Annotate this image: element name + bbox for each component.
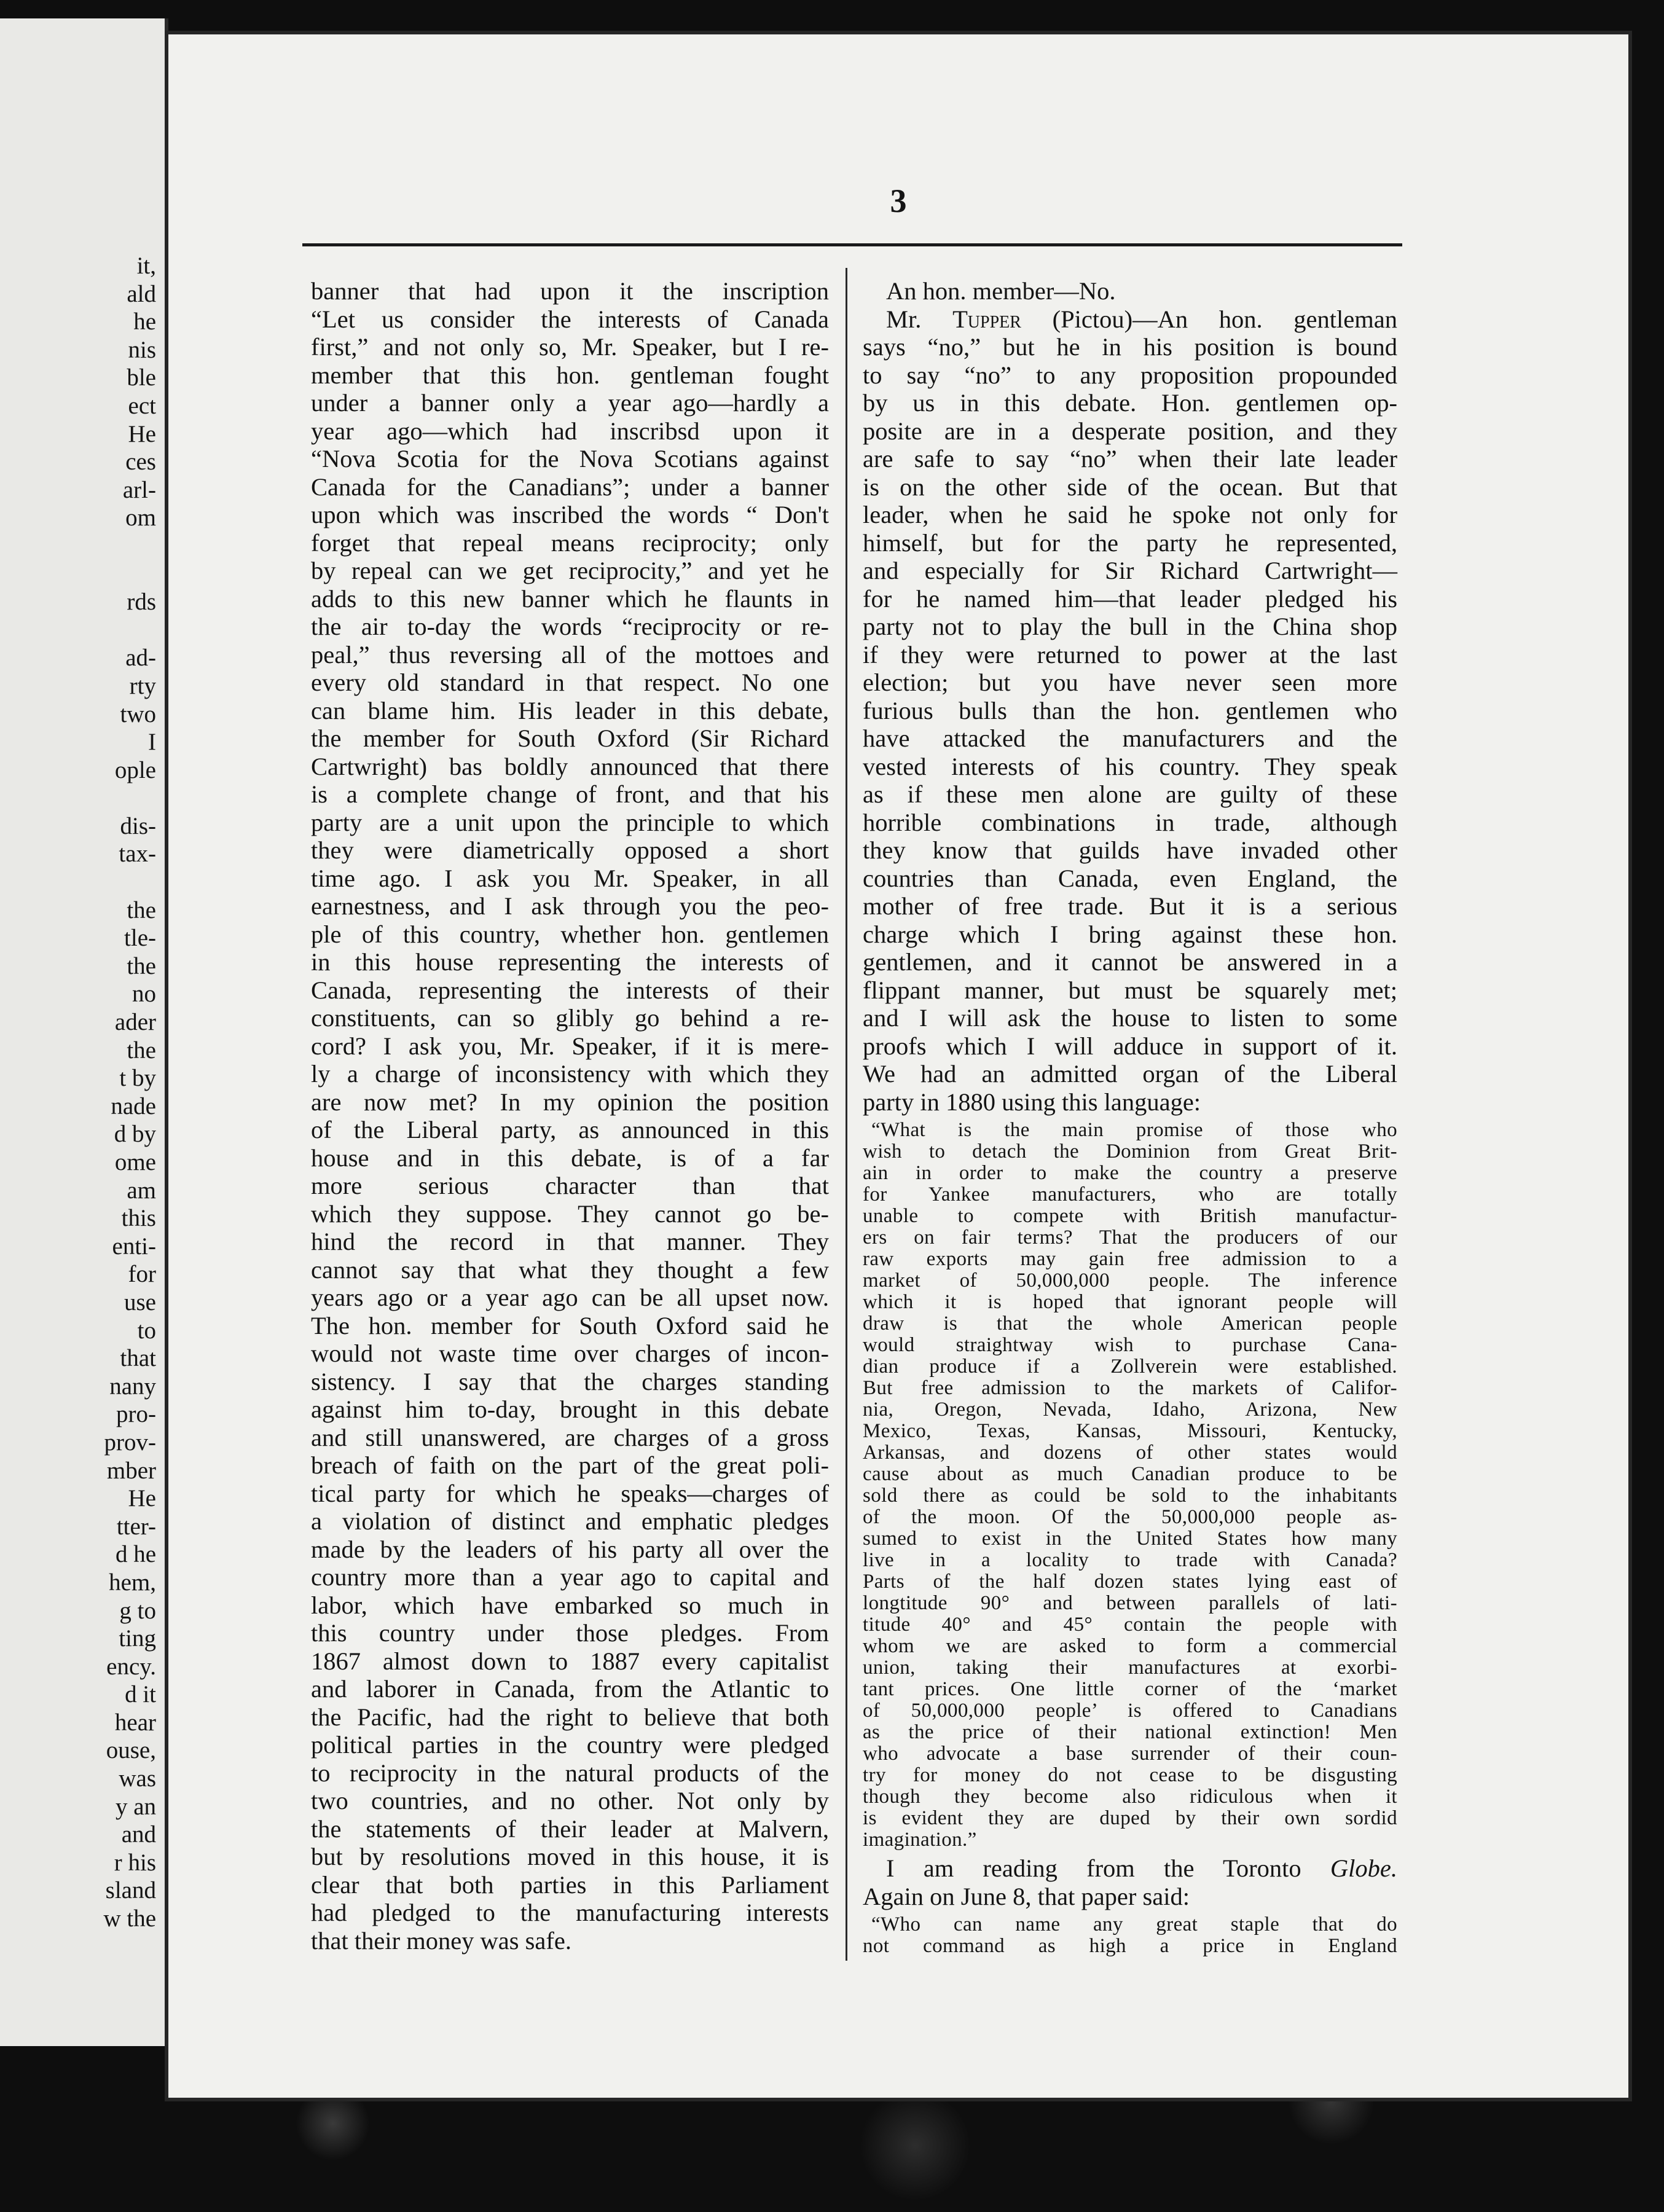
text-line: are safe to say “no” when their late leader (863, 445, 1397, 473)
text-line: forget that repeal means reciprocity; only (311, 528, 829, 557)
text-line: proofs which I will adduce in support of it. (863, 1032, 1397, 1060)
second-quotation (863, 1914, 1397, 1957)
fragment-line: it, (136, 253, 156, 279)
text-line: that their money was safe. (311, 1926, 571, 1955)
fragment-line: dis- (120, 812, 156, 839)
text-line: flippant manner, but must be squarely met; (863, 976, 1397, 1004)
quote-line: Parts of the half dozen states lying east of (863, 1571, 1397, 1593)
column-divider (846, 268, 847, 1961)
quote-line: dian produce if a Zollverein were established. (863, 1355, 1397, 1378)
text-line: clear that both parties in this Parliament (311, 1870, 829, 1899)
text-line: can blame him. His leader in this debate, (311, 696, 829, 724)
text-line: hind the record in that manner. They (311, 1228, 829, 1255)
text-line: the statements of their leader at Malvern, (311, 1814, 829, 1843)
reading-prefix: I am reading from the Toronto (886, 1854, 1301, 1882)
fragment-line: He (128, 420, 156, 447)
text-line: says “no,” but he in his position is bound (863, 333, 1397, 361)
reading-source: Globe. (1330, 1854, 1398, 1882)
text-line: sistency. I say that the charges standing (311, 1367, 829, 1395)
fragment-line: ouse, (106, 1737, 156, 1764)
fragment-line: rds (127, 589, 156, 616)
fragment-line: t by (119, 1065, 156, 1092)
speaker-name: Tupper (952, 305, 1021, 333)
fragment-line (9, 784, 156, 812)
quote-line: is evident they are duped by their own sordid (863, 1807, 1397, 1829)
quote-line: imagination.” (863, 1829, 977, 1851)
text-line: Cartwright) bas boldly announced that there (311, 752, 829, 780)
fragment-line: ble (127, 364, 156, 391)
fragment-line (9, 532, 156, 560)
fragment-line (9, 616, 156, 645)
facing-page-text-fragments (9, 252, 156, 1933)
fragment-line: the (127, 1037, 156, 1064)
quote-line: ers on fair terms? That the producers of our (863, 1226, 1397, 1249)
fragment-line: hear (114, 1709, 156, 1736)
fragment-line: hem, (109, 1569, 156, 1596)
fragment-line: prov- (104, 1429, 156, 1456)
text-line: have attacked the manufacturers and the (863, 724, 1397, 752)
text-line: party in 1880 using this language: (863, 1088, 1201, 1116)
text-line: party are a unit upon the principle to which (311, 808, 829, 836)
text-line: years ago or a year ago can be all upset now. (311, 1284, 829, 1311)
fragment-line: d it (125, 1681, 156, 1708)
text-line: peal,” thus reversing all of the mottoes and (311, 640, 829, 669)
fragment-line: the (127, 896, 156, 924)
quote-line: “Who can name any great staple that do (871, 1913, 1397, 1936)
quote-line: would straightway wish to purchase Cana- (863, 1334, 1397, 1356)
quote-line: for Yankee manufacturers, who are totally (863, 1183, 1397, 1206)
text-line: himself, but for the party he represented, (863, 528, 1397, 557)
text-line: for he named him—that leader pledged his (863, 584, 1397, 613)
fragment-line (9, 868, 156, 896)
quote-line: sumed to exist in the United States how many (863, 1528, 1397, 1550)
text-line: Canada, representing the interests of their (311, 976, 829, 1004)
quote-line: “What is the main promise of those who (871, 1119, 1397, 1141)
fragment-line: I (148, 729, 156, 756)
document-page (165, 31, 1632, 2101)
text-line: the air to-day the words “reciprocity or re- (311, 613, 829, 640)
fragment-line: am (127, 1177, 156, 1204)
text-line: to reciprocity in the natural products of the (311, 1759, 829, 1787)
text-line: had pledged to the manufacturing interests (311, 1899, 829, 1926)
quote-line: unable to compete with British manufactur- (863, 1205, 1397, 1227)
text-line: two countries, and no other. Not only by (311, 1787, 829, 1814)
fragment-line: ad- (125, 645, 156, 672)
interjection-line: An hon. member—No. (886, 277, 1116, 305)
text-line: party not to play the bull in the China shop (863, 613, 1397, 640)
text-line: first,” and not only so, Mr. Speaker, but I re- (311, 333, 829, 361)
quote-line: But free admission to the markets of Califor- (863, 1377, 1397, 1399)
fragment-line: y an (115, 1793, 156, 1820)
quote-line: Mexico, Texas, Kansas, Missouri, Kentucky, (863, 1420, 1397, 1442)
speaker-rest: (Pictou)—An hon. gentleman (1021, 305, 1397, 333)
text-line: We had an admitted organ of the Liberal (863, 1060, 1397, 1088)
text-line: of the Liberal party, as announced in this (311, 1116, 829, 1143)
quote-line: which it is hoped that ignorant people will (863, 1291, 1397, 1313)
text-line: are now met? In my opinion the position (311, 1088, 829, 1116)
after-quote-paragraph (863, 1883, 1397, 1911)
fragment-line: mber (106, 1457, 156, 1484)
text-line: adds to this new banner which he flaunts in (311, 584, 829, 613)
text-line: and I will ask the house to listen to some (863, 1004, 1397, 1032)
text-line: breach of faith on the part of the great poli- (311, 1451, 829, 1479)
fragment-line: no (132, 981, 156, 1008)
text-line: country more than a year ago to capital and (311, 1563, 829, 1591)
quote-line: titude 40° and 45° contain the people with (863, 1614, 1397, 1636)
fragment-line: for (128, 1261, 156, 1288)
quote-line: who advocate a base surrender of their coun- (863, 1743, 1397, 1765)
quote-line: of the moon. Of the 50,000,000 people as- (863, 1506, 1397, 1528)
speaker-prefix: Mr. (886, 305, 922, 333)
fragment-line: two (120, 700, 156, 728)
speech-paragraph (863, 333, 1397, 1116)
fragment-line: this (121, 1205, 156, 1232)
text-line: cannot say that what they thought a few (311, 1255, 829, 1284)
text-line: “Nova Scotia for the Nova Scotians against (311, 445, 829, 473)
text-line: house and in this debate, is of a far (311, 1143, 829, 1172)
quote-line: union, taking their manufactures at exorbi- (863, 1657, 1397, 1679)
reading-line (863, 1854, 1397, 1883)
text-line: member that this hon. gentleman fought (311, 361, 829, 389)
text-line: they know that guilds have invaded other (863, 836, 1397, 864)
header-rule (302, 243, 1402, 246)
text-line: election; but you have never seen more (863, 669, 1397, 696)
quote-line: sold there as could be sold to the inhabitants (863, 1484, 1397, 1507)
text-line: they were diametrically opposed a short (311, 836, 829, 864)
fragment-line: r his (114, 1849, 156, 1876)
fragment-line: nis (128, 336, 156, 363)
text-line: vested interests of his country. They speak (863, 752, 1397, 780)
text-line: The hon. member for South Oxford said he (311, 1311, 829, 1339)
text-line: tical party for which he speaks—charges of (311, 1479, 829, 1507)
text-line: constituents, can so glibly go behind a re- (311, 1004, 829, 1032)
text-line: would not waste time over charges of incon- (311, 1339, 829, 1367)
text-line: which they suppose. They cannot go be- (311, 1199, 829, 1228)
text-line: furious bulls than the hon. gentlemen who (863, 696, 1397, 724)
text-line: ple of this country, whether hon. gentlemen (311, 920, 829, 948)
text-line: but by resolutions moved in this house, it is (311, 1843, 829, 1870)
text-line: gentlemen, and it cannot be answered in a (863, 948, 1397, 976)
quote-line: Arkansas, and dozens of other states would (863, 1441, 1397, 1464)
fragment-line: pro- (116, 1401, 156, 1428)
text-line: is a complete change of front, and that his (311, 780, 829, 808)
page-number: 3 (890, 182, 907, 219)
fragment-line: w the (103, 1905, 156, 1932)
text-line: ly a charge of inconsistency with which they (311, 1060, 829, 1088)
text-line: upon which was inscribed the words “ Don't (311, 501, 829, 528)
text-line: this country under those pledges. From (311, 1619, 829, 1647)
quote-line: draw is that the whole American people (863, 1312, 1397, 1335)
text-line: earnestness, and I ask through you the peo- (311, 892, 829, 920)
text-line: is on the other side of the ocean. But that (863, 473, 1397, 501)
fragment-line: d by (114, 1121, 156, 1148)
fragment-line (9, 560, 156, 589)
text-line: every old standard in that respect. No one (311, 669, 829, 696)
fragment-line: the (127, 952, 156, 979)
fragment-line: ting (119, 1625, 156, 1652)
fragment-line: arl- (122, 476, 156, 503)
text-line: and laborer in Canada, from the Atlantic to (311, 1675, 829, 1703)
fragment-line: he (133, 308, 156, 335)
quote-line: of 50,000,000 people’ is offered to Canadians (863, 1700, 1397, 1722)
fragment-line: tax- (119, 841, 156, 868)
text-line: time ago. I ask you Mr. Speaker, in all (311, 864, 829, 892)
text-line: Again on June 8, that paper said: (863, 1882, 1190, 1910)
fragment-line: d he (115, 1541, 156, 1568)
quote-line: tant prices. One little corner of the ‘market (863, 1678, 1397, 1700)
fragment-line: sland (105, 1877, 156, 1904)
text-line: a violation of distinct and emphatic pledges (311, 1507, 829, 1535)
right-column (863, 277, 1397, 1957)
text-line: as if these men alone are guilty of these (863, 780, 1397, 808)
text-line: and still unanswered, are charges of a gross (311, 1423, 829, 1451)
quote-line: whom we are asked to form a commercial (863, 1635, 1397, 1657)
text-line: by us in this debate. Hon. gentlemen op- (863, 389, 1397, 417)
quote-line: try for money do not cease to be disgusting (863, 1764, 1397, 1786)
text-line: cord? I ask you, Mr. Speaker, if it is mere- (311, 1032, 829, 1060)
fragment-line: g to (119, 1597, 156, 1624)
text-line: the Pacific, had the right to believe that both (311, 1703, 829, 1731)
fragment-line: rty (129, 672, 156, 699)
globe-quotation (863, 1120, 1397, 1851)
fragment-line: and (121, 1821, 156, 1848)
fragment-line: ald (127, 280, 156, 307)
fragment-line: ces (125, 449, 156, 476)
text-line: the member for South Oxford (Sir Richard (311, 724, 829, 752)
text-line: year ago—which had inscribsd upon it (311, 417, 829, 445)
quote-line: as the price of their national extinction! Men (863, 1721, 1397, 1743)
fragment-line: ader (114, 1009, 156, 1036)
fragment-line: He (128, 1485, 156, 1512)
quote-line: live in a locality to trade with Canada? (863, 1549, 1397, 1571)
fragment-line: nany (109, 1373, 156, 1400)
fragment-line: ect (128, 392, 156, 419)
facing-page-edge (0, 18, 168, 2046)
text-line: posite are in a desperate position, and they (863, 417, 1397, 445)
text-line: by repeal can we get reciprocity,” and yet he (311, 557, 829, 584)
text-line: under a banner only a year ago—hardly a (311, 389, 829, 417)
text-line: mother of free trade. But it is a serious (863, 892, 1397, 920)
quote-line: longtitude 90° and between parallels of lati- (863, 1592, 1397, 1614)
fragment-line: that (120, 1345, 156, 1372)
fragment-line: ome (114, 1149, 156, 1175)
quote-line: ain in order to make the country a preserve (863, 1162, 1397, 1184)
fragment-line: tle- (124, 925, 156, 952)
quote-line: market of 50,000,000 people. The inference (863, 1269, 1397, 1292)
fragment-line: to (137, 1317, 156, 1344)
fragment-line: enti- (112, 1233, 156, 1260)
left-column (311, 277, 829, 1955)
text-line: countries than Canada, even England, the (863, 864, 1397, 892)
fragment-line: om (125, 504, 156, 531)
text-line: made by the leaders of his party all over the (311, 1535, 829, 1563)
text-line: in this house representing the interests of (311, 948, 829, 976)
text-line: Canada for the Canadians”; under a banner (311, 473, 829, 501)
speaker-line (863, 305, 1397, 334)
quote-line: wish to detach the Dominion from Great Brit- (863, 1140, 1397, 1163)
fragment-line: use (124, 1288, 156, 1316)
text-line: to say “no” to any proposition propounded (863, 361, 1397, 389)
text-line: “Let us consider the interests of Canada (311, 305, 829, 333)
text-line: and especially for Sir Richard Cartwright— (863, 557, 1397, 584)
quote-line: raw exports may gain free admission to a (863, 1248, 1397, 1270)
fragment-line: nade (111, 1092, 156, 1120)
fragment-line: ency. (106, 1653, 156, 1680)
quote-line: cause about as much Canadian produce to be (863, 1463, 1397, 1485)
text-line: charge which I bring against these hon. (863, 920, 1397, 948)
text-line: horrible combinations in trade, although (863, 808, 1397, 836)
fragment-line: was (119, 1765, 156, 1792)
quote-line: nia, Oregon, Nevada, Idaho, Arizona, New (863, 1398, 1397, 1421)
text-line: 1867 almost down to 1887 every capitalist (311, 1647, 829, 1675)
text-line: leader, when he said he spoke not only for (863, 501, 1397, 528)
text-line: if they were returned to power at the last (863, 640, 1397, 669)
text-line: labor, which have embarked so much in (311, 1591, 829, 1619)
text-line: more serious character than that (311, 1172, 829, 1199)
fragment-line: ople (114, 756, 156, 783)
text-line: banner that had upon it the inscription (311, 277, 829, 305)
text-line: against him to-day, brought in this debate (311, 1395, 829, 1423)
text-line: political parties in the country were pledged (311, 1731, 829, 1759)
fragment-line: tter- (116, 1513, 156, 1540)
quote-line: though they become also ridiculous when it (863, 1786, 1397, 1808)
quote-line: not command as high a price in England (863, 1935, 1397, 1957)
